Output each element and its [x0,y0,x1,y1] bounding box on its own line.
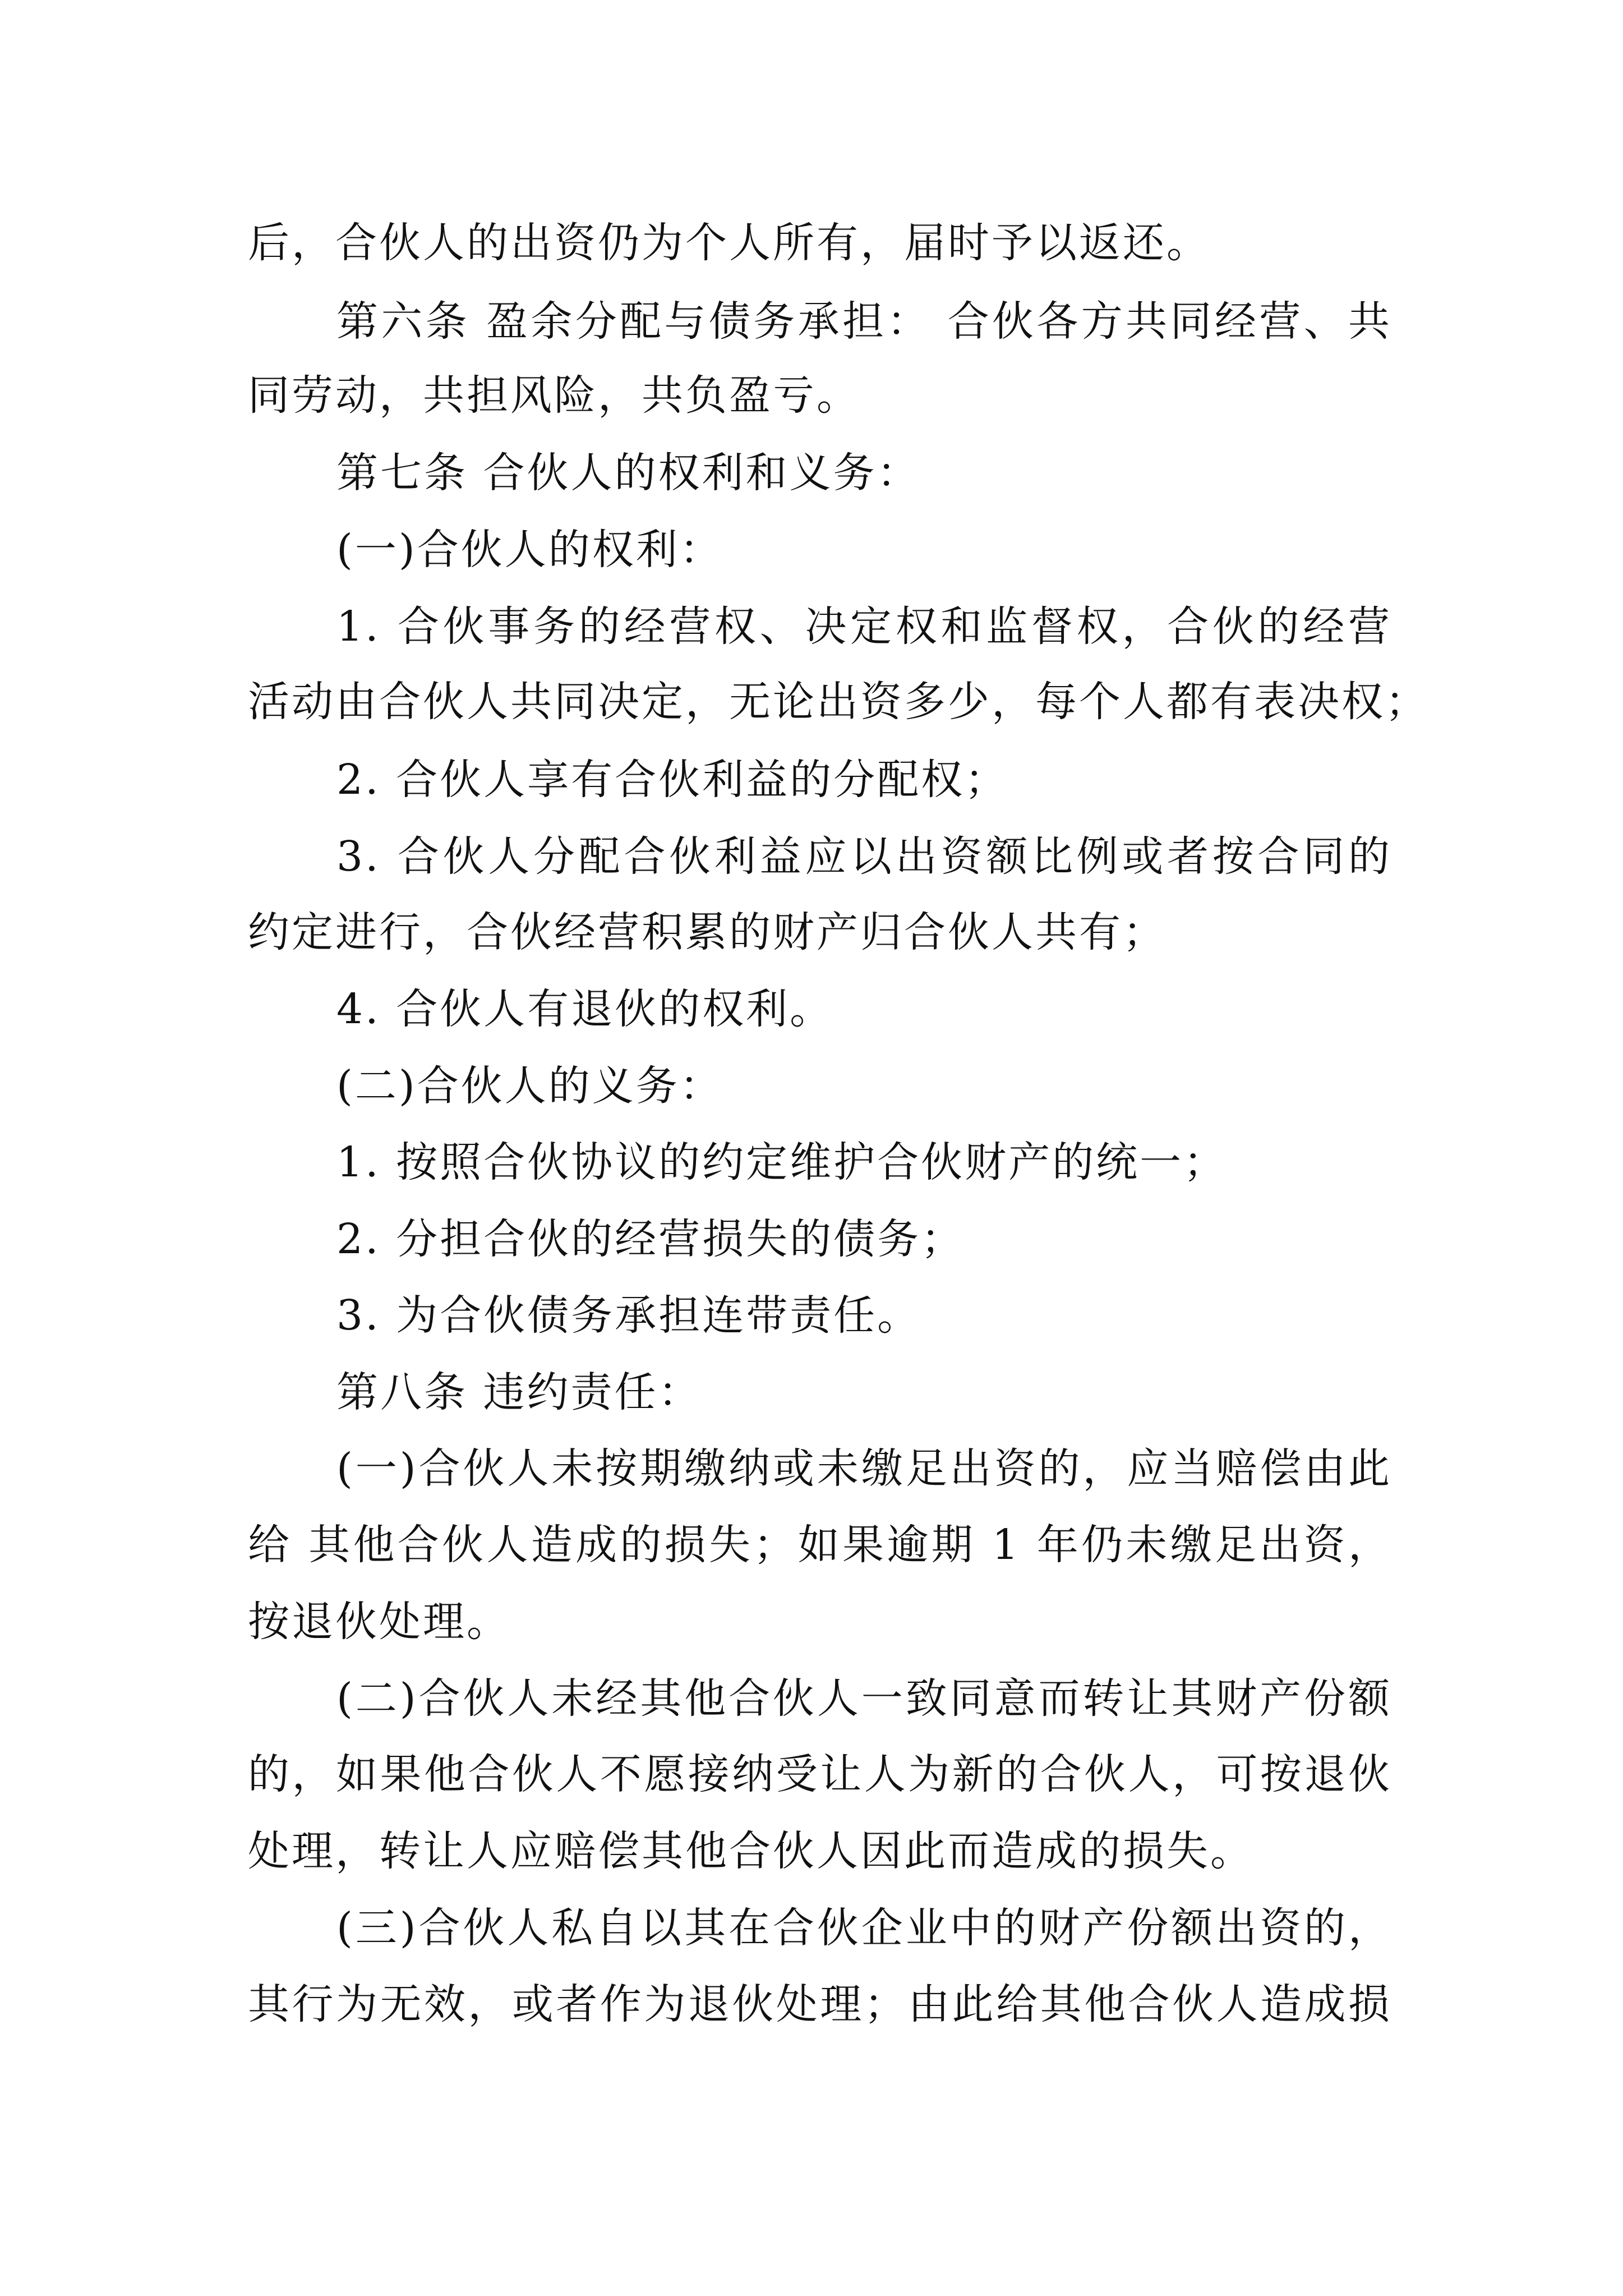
text-line: 约定进行，合伙经营积累的财产归合伙人共有； [248,908,1166,956]
text-line: 第七条 合伙人的权利和义务： [336,449,921,497]
text-line: (二)合伙人的义务： [336,1062,723,1110]
text-line: (三)合伙人私自以其在合伙企业中的财产份额出资的， [336,1904,1392,1952]
text-line: 其行为无效，或者作为退伙处理；由此给其他合伙人造成损 [248,1980,1392,2028]
text-line: (一)合伙人的权利： [336,526,723,574]
text-line: 后，合伙人的出资仍为个人所有，届时予以返还。 [248,219,1210,267]
text-line: 活动由合伙人共同决定，无论出资多少，每个人都有表决权； [248,678,1429,726]
text-line: 3. 为合伙债务承担连带责任。 [336,1291,921,1340]
text-line: (二)合伙人未经其他合伙人一致同意而转让其财产份额 [336,1674,1392,1723]
text-line: 的，如果他合伙人不愿接纳受让人为新的合伙人，可按退伙 [248,1750,1392,1798]
text-line: 2. 合伙人享有合伙利益的分配权； [336,756,1009,804]
text-line: 按退伙处理。 [248,1598,510,1646]
text-line: 同劳动，共担风险，共负盈亏。 [248,371,860,420]
text-line: 2. 分担合伙的经营损失的债务； [336,1215,965,1263]
text-line: (一)合伙人未按期缴纳或未缴足出资的，应当赔偿由此 [336,1444,1392,1493]
text-line: 1. 合伙事务的经营权、决定权和监督权，合伙的经营 [336,602,1392,651]
text-line: 处理，转让人应赔偿其他合伙人因此而造成的损失。 [248,1827,1254,1875]
text-line: 第八条 违约责任： [336,1368,702,1416]
text-line: 给 其他合伙人造成的损失；如果逾期 1 年仍未缴足出资， [248,1521,1392,1569]
text-line: 4. 合伙人有退伙的权利。 [336,985,834,1033]
text-line: 第六条 盈余分配与债务承担： 合伙各方共同经营、共 [336,297,1392,346]
text-line: 1. 按照合伙协议的约定维护合伙财产的统一； [336,1138,1228,1186]
text-line: 3. 合伙人分配合伙利益应以出资额比例或者按合同的 [336,832,1392,881]
